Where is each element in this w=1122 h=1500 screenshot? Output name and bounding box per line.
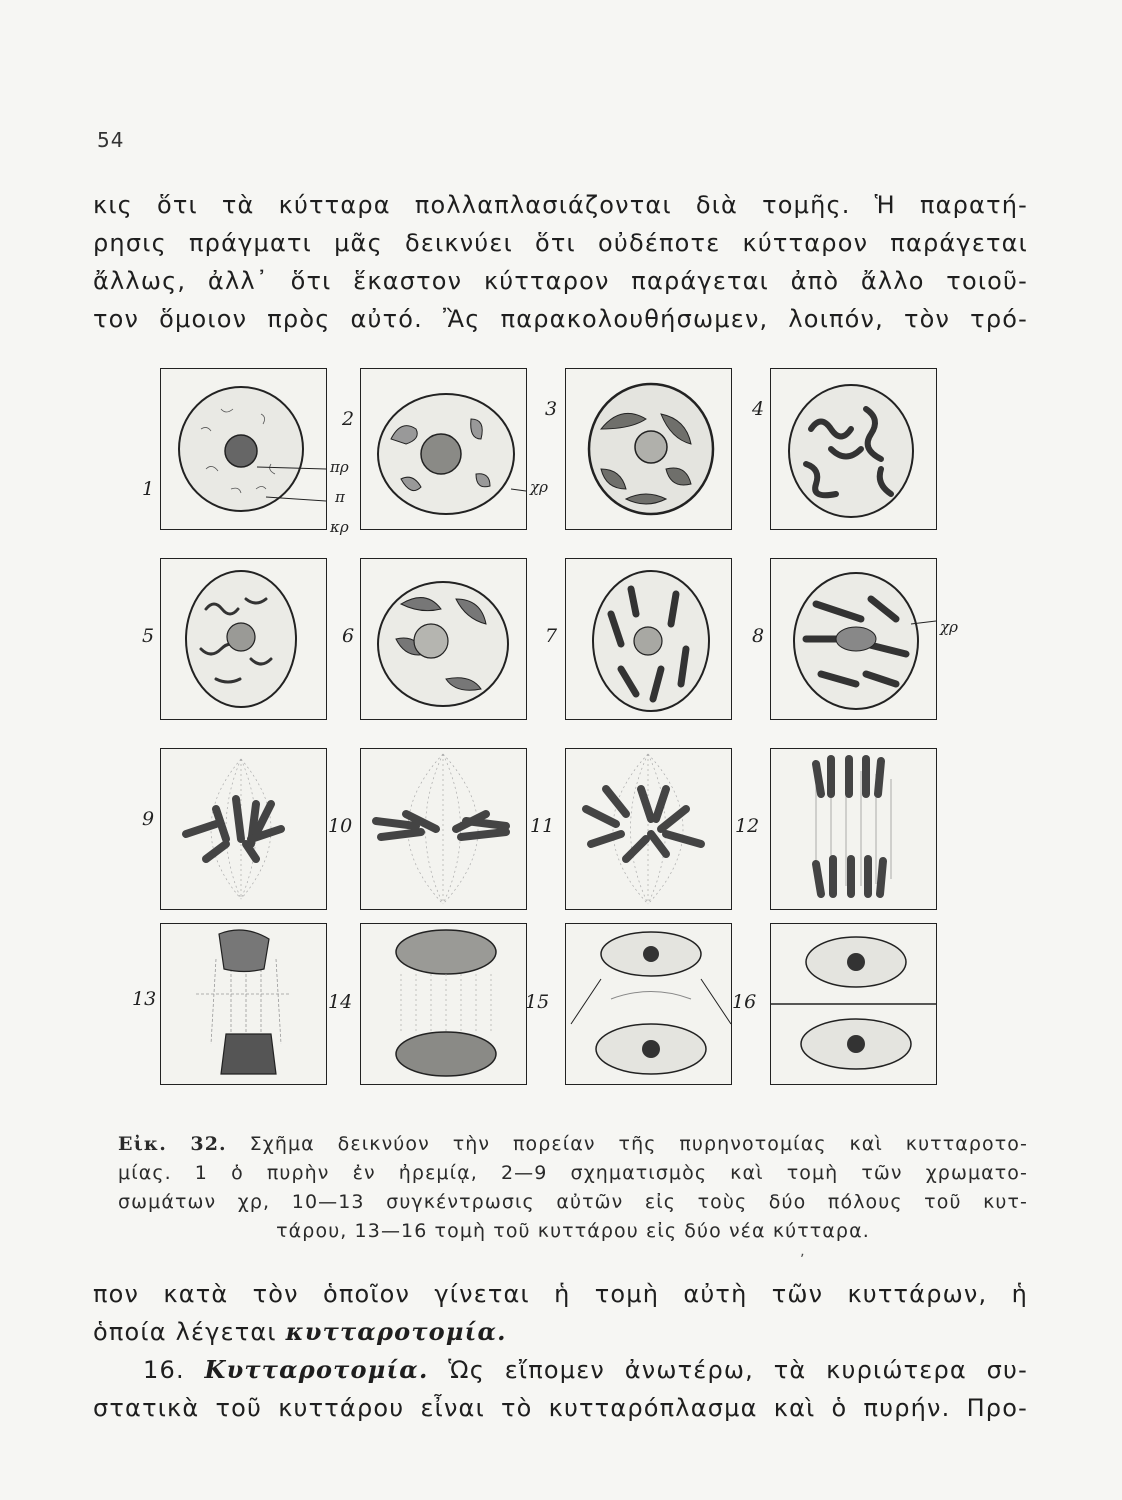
- panel-5: [160, 558, 327, 720]
- caption-line: σωμάτων χρ, 10—13 συγκέντρωσις αὐτῶν εἰς τοὺς δύο πόλους τοῦ κυτ-: [118, 1191, 1028, 1213]
- label-cytoplasm: κρ: [330, 518, 349, 536]
- text-line: ἄλλως, ἀλλ᾿ ὅτι ἕκαστον κύτταρον παράγεται ἀπὸ ἄλλο τοιοῦ-: [93, 267, 1028, 295]
- panel-number: 8: [752, 625, 765, 647]
- text-line: κις ὅτι τὰ κύτταρα πολλαπλασιάζονται διὰ τομῆς. Ἡ παρατή-: [93, 191, 1028, 219]
- panel-2: [360, 368, 527, 530]
- label-chromosomes: χρ: [940, 618, 958, 636]
- mitosis-figure: [132, 363, 960, 1098]
- panel-number: 14: [328, 991, 353, 1013]
- panel-4: [770, 368, 937, 530]
- panel-13: [160, 923, 327, 1085]
- panel-number: 6: [342, 625, 355, 647]
- bottom-paragraph: [93, 1275, 1028, 1427]
- panel-number: 11: [530, 815, 555, 837]
- caption-line: μίας. 1 ὁ πυρὴν ἐν ἠρεμίᾳ, 2—9 σχηματισμὸς καὶ τομὴ τῶν χρωματο-: [118, 1162, 1028, 1184]
- panel-16: [770, 923, 937, 1085]
- panel-10: [360, 748, 527, 910]
- text-line: ρησις πράγματι μᾶς δεικνύει ὅτι οὐδέποτε κύτταρον παράγεται: [93, 229, 1028, 257]
- section-title: Κυτταροτομία.: [204, 1355, 429, 1384]
- panel-number: 9: [142, 808, 155, 830]
- panel-number: 16: [732, 991, 757, 1013]
- panel-number: 13: [132, 988, 157, 1010]
- caption-line: [118, 1130, 1028, 1159]
- panel-1: [160, 368, 327, 530]
- panel-14: [360, 923, 527, 1085]
- section-number: 16.: [143, 1356, 185, 1384]
- panel-number: 10: [328, 815, 353, 837]
- label-nucleus: π: [335, 488, 345, 506]
- panel-9: [160, 748, 327, 910]
- panel-12: [770, 748, 937, 910]
- stray-mark: ʼ: [800, 1252, 805, 1268]
- top-paragraph: [93, 186, 1028, 338]
- panel-8: [770, 558, 937, 720]
- panel-7: [565, 558, 732, 720]
- text-line: [93, 1313, 1028, 1351]
- text-line: τον ὅμοιον πρὸς αὐτό. Ἂς παρακολουθήσωμεν, λοιπόν, τὸν τρό-: [93, 305, 1028, 333]
- text-line: [93, 1351, 1028, 1389]
- figure-caption: [118, 1130, 1028, 1246]
- label-nucleolus: πρ: [330, 458, 349, 476]
- panel-number: 4: [752, 398, 765, 420]
- text-run: Ὡς εἴπομεν ἀνωτέρω, τὰ κυριώτερα συ-: [428, 1356, 1028, 1384]
- text-run: ὁποία λέγεται: [93, 1318, 286, 1346]
- label-chromosomes: χρ: [530, 478, 548, 496]
- figure-label: Εἰκ. 32.: [118, 1133, 227, 1155]
- panel-number: 2: [342, 408, 355, 430]
- panel-number: 3: [545, 398, 558, 420]
- panel-11: [565, 748, 732, 910]
- panel-number: 1: [142, 478, 155, 500]
- caption-line: τάρου, 13—16 τομὴ τοῦ κυττάρου εἰς δύο νέα κύτταρα.: [276, 1220, 870, 1242]
- panel-number: 12: [735, 815, 760, 837]
- panel-number: 5: [142, 625, 155, 647]
- caption-text: Σχῆμα δεικνύον τὴν πορείαν τῆς πυρηνοτομίας καὶ κυτταροτο-: [249, 1133, 1028, 1155]
- text-line: στατικὰ τοῦ κυττάρου εἶναι τὸ κυτταρόπλασμα καὶ ὁ πυρήν. Προ-: [93, 1394, 1028, 1422]
- emphasized-term: κυτταροτομία.: [285, 1317, 507, 1346]
- panel-number: 7: [545, 625, 558, 647]
- panel-6: [360, 558, 527, 720]
- text-line: πον κατὰ τὸν ὁποῖον γίνεται ἡ τομὴ αὐτὴ τῶν κυττάρων, ἡ: [93, 1280, 1028, 1308]
- panel-15: [565, 923, 732, 1085]
- panel-number: 15: [525, 991, 550, 1013]
- panel-3: [565, 368, 732, 530]
- page-number: 54: [97, 128, 125, 152]
